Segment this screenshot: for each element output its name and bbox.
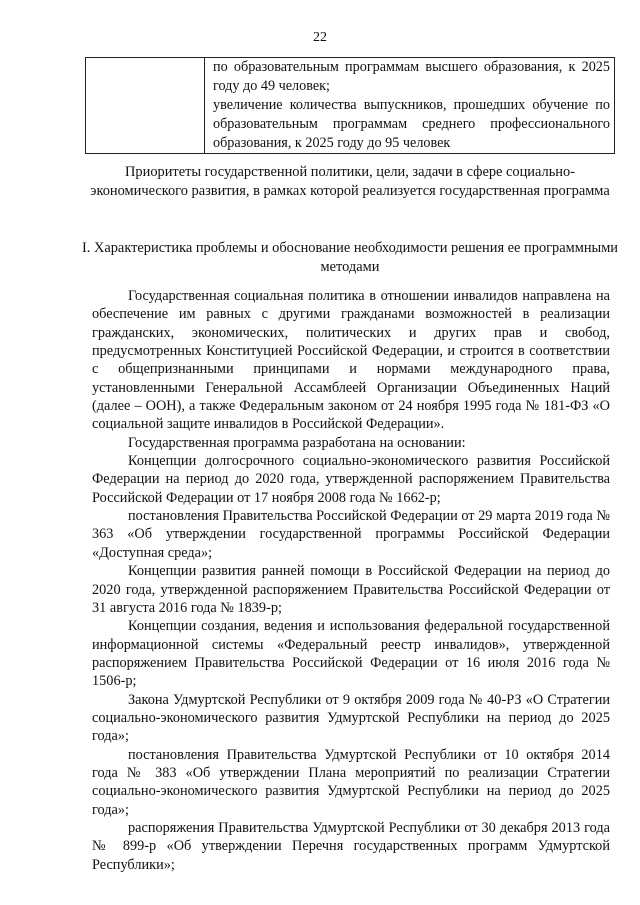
continuation-table bbox=[85, 57, 615, 154]
body-paragraph: постановления Правительства Удмуртской Республики от 10 октября 2014 года № 383 «Об утверждении Плана мероприятий по реализации Стратегии социально-экономического развития Удмуртской Республики на период до 2025 года»; bbox=[92, 746, 610, 818]
table-row bbox=[86, 58, 615, 154]
body-paragraph: постановления Правительства Российской Федерации от 29 марта 2019 года № 363 «Об утверждении государственной программы Российской Федерации «Доступная среда»; bbox=[92, 508, 610, 561]
document-body bbox=[92, 287, 610, 874]
table-cell-text bbox=[205, 58, 615, 154]
table-cell-empty bbox=[86, 58, 205, 154]
section-heading-main: Приоритеты государственной политики, цели, задачи в сфере социально-экономического развития, в рамках которой реализуется государственная программа bbox=[90, 164, 610, 199]
body-paragraph: распоряжения Правительства Удмуртской Республики от 30 декабря 2013 года № 899-р «Об утверждении Перечня государственных программ Удмуртской Республики»; bbox=[92, 819, 610, 873]
table-paragraph: по образовательным программам высшего образования, к 2025 году до 49 человек; bbox=[213, 59, 610, 94]
section-heading-subsection: I. Характеристика проблемы и обоснование необходимости решения ее программными методами bbox=[81, 240, 619, 275]
page-number: 22 bbox=[313, 30, 327, 45]
body-paragraph: Государственная программа разработана на основании: bbox=[128, 434, 466, 451]
body-paragraph: Концепции развития ранней помощи в Российской Федерации на период до 2020 года, утвержденной распоряжением Правительства Российской Федерации от 31 августа 2016 года № 1839-р; bbox=[92, 563, 610, 616]
body-paragraph: Государственная социальная политика в отношении инвалидов направлена на обеспечение им равных с другими гражданами возможностей в реализации гражданских, экономических, политических и других прав и свобод, предусмотренных Конституцией Российской Федерации, и строится в соответствии с общепризнанными принципами и нормами международного права, установленными Генеральной Ассамблеей Организации Объединенных Наций (далее – ООН), а также Федеральным законом от 24 ноября 1995 года № 181-ФЗ «О социальной защите инвалидов в Российской Федерации». bbox=[92, 288, 610, 433]
body-paragraph: Закона Удмуртской Республики от 9 октября 2009 года № 40-РЗ «О Стратегии социально-экономического развития Удмуртской Республики на период до 2025 года»; bbox=[92, 691, 610, 745]
body-paragraph: Концепции долгосрочного социально-экономического развития Российской Федерации на период до 2020 года, утвержденной распоряжением Правительства Российской Федерации от 17 ноября 2008 года № 1662-р; bbox=[92, 453, 610, 506]
body-paragraph: Концепции создания, ведения и использования федеральной государственной информационной системы «Федеральный реестр инвалидов», утвержденной распоряжением Правительства Российской Федерации от 16 июля 2016 года № 1506-р; bbox=[92, 618, 610, 690]
table-paragraph: увеличение количества выпускников, прошедших обучение по образовательным программам среднего профессионального образования, к 2025 году до 95 человек bbox=[213, 97, 610, 151]
